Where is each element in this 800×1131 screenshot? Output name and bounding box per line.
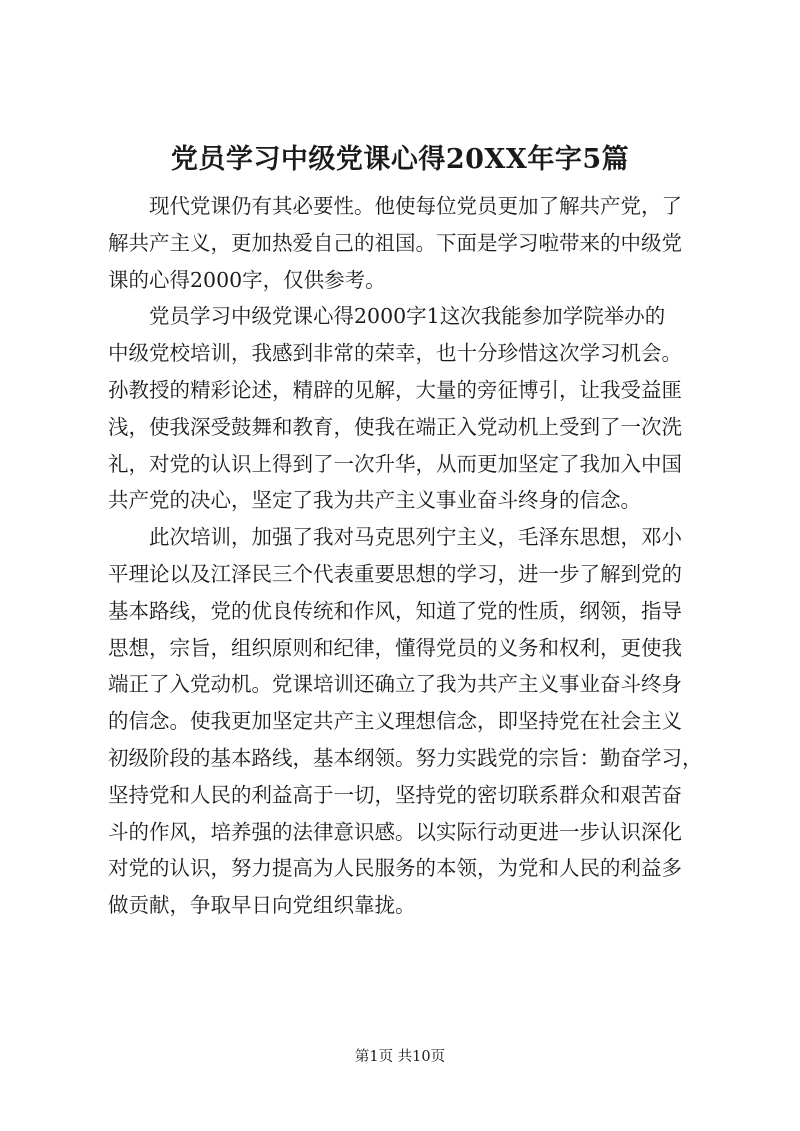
text-line: 做贡献，争取早日向党组织靠拢。 [108, 893, 416, 918]
text-line: 的信念。使我更加坚定共产主义理想信念，即坚持党在社会主义 [108, 709, 682, 734]
text-line: 此次培训，加强了我对马克思列宁主义，毛泽东思想，邓小 [149, 525, 682, 550]
paragraph-training [108, 519, 718, 924]
text-line: 党员学习中级党课心得2000字1这次我能参加学院举办的 [149, 304, 666, 329]
text-line: 平理论以及江泽民三个代表重要思想的学习，进一步了解到党的 [108, 561, 682, 586]
text-line: 浅，使我深受鼓舞和教育，使我在端正入党动机上受到了一次洗 [108, 414, 682, 439]
text-line: 坚持党和人民的利益高于一切，坚持党的密切联系群众和艰苦奋 [108, 782, 682, 807]
text-line: 初级阶段的基本路线，基本纲领。努力实践党的宗旨：勤奋学习， [108, 745, 703, 770]
page-number-footer: 第1页 共10页 [354, 1049, 446, 1065]
document-body [108, 188, 718, 924]
text-line: 对党的认识，努力提高为人民服务的本领，为党和人民的利益多 [108, 856, 682, 881]
text-line: 现代党课仍有其必要性。他使每位党员更加了解共产党，了 [149, 194, 682, 218]
text-line: 端正了入党动机。党课培训还确立了我为共产主义事业奋斗终身 [108, 672, 682, 697]
document-title: 党员学习中级党课心得20XX年字5篇 [170, 144, 630, 175]
text-line: 思想，宗旨，组织原则和纪律，懂得党员的义务和权利，更使我 [108, 635, 682, 660]
text-line: 斗的作风，培养强的法律意识感。以实际行动更进一步认识深化 [108, 819, 682, 844]
text-line: 中级党校培训，我感到非常的荣幸，也十分珍惜这次学习机会。 [108, 341, 682, 366]
text-line: 课的心得2000字，仅供参考。 [108, 267, 386, 292]
paragraph-intro [108, 188, 718, 298]
text-line: 孙教授的精彩论述，精辟的见解，大量的旁征博引，让我受益匪 [108, 377, 682, 402]
text-line: 共产党的决心，坚定了我为共产主义事业奋斗终身的信念。 [108, 488, 641, 513]
text-line: 基本路线，党的优良传统和作风，知道了党的性质，纲领，指导 [108, 598, 682, 623]
text-line: 解共产主义，更加热爱自己的祖国。下面是学习啦带来的中级党 [108, 230, 682, 255]
text-line: 礼，对党的认识上得到了一次升华，从而更加坚定了我加入中国 [108, 451, 682, 476]
paragraph-first-essay [108, 298, 718, 519]
